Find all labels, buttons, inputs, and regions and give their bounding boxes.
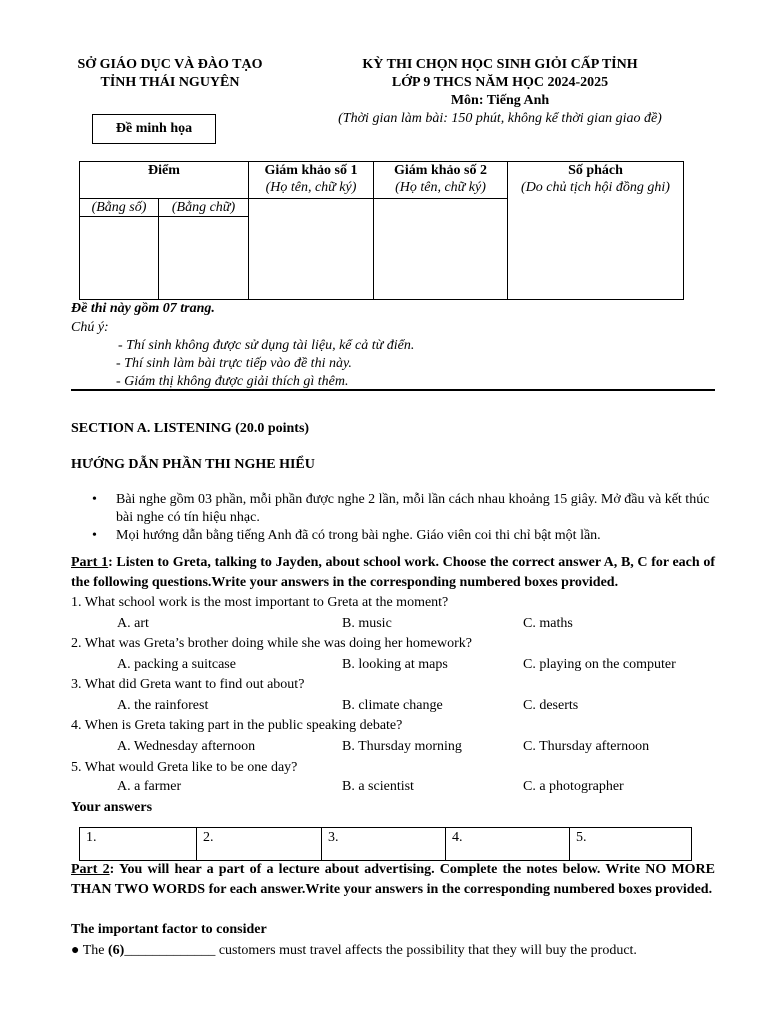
sample-exam-badge: Đề minh họa (92, 114, 216, 144)
guide-bullet: • Mọi hướng dẫn bằng tiếng Anh đã có trong bài nghe. Giáo viên coi thi chỉ bật một lần. (92, 528, 601, 543)
question-1: 1. What school work is the most important to Greta at the moment? (71, 595, 449, 610)
question-5: 5. What would Greta like to be one day? (71, 760, 298, 775)
score-in-words-cell[interactable] (159, 217, 249, 300)
q1-option-b[interactable]: B. music (342, 616, 392, 631)
examiner2-header: Giám khảo số 2 (Họ tên, chữ ký) (374, 162, 508, 199)
part2-label: Part 2 (71, 862, 110, 877)
q4-option-a[interactable]: A. Wednesday afternoon (117, 739, 256, 754)
exam-title: KỲ THI CHỌN HỌC SINH GIỎI CẤP TỈNH (362, 57, 638, 72)
bullet-dot-icon: • (92, 528, 97, 543)
part2-instruction: Part 2: You will hear a part of a lecture about advertising. Complete the notes below. Write NO MORE THAN TWO WORDS for each answer.Write your answers in the corresponding numbered boxes provided. (71, 862, 715, 897)
note-item: - Giám thị không được giải thích gì thêm. (116, 374, 349, 389)
q1-option-c[interactable]: C. maths (523, 616, 573, 631)
exam-subject: Môn: Tiếng Anh (450, 93, 550, 108)
page-count-note: Đề thi này gồm 07 trang. (71, 301, 215, 316)
blank-number: (6) (107, 943, 125, 958)
score-header: Điểm (80, 162, 249, 199)
exam-header (310, 56, 690, 128)
q5-option-a[interactable]: A. a farmer (117, 779, 182, 794)
examiner1-header: Giám khảo số 1 (Họ tên, chữ ký) (249, 162, 374, 199)
answer-box-3[interactable]: 3. (322, 828, 446, 861)
examiner2-signature-cell[interactable] (374, 199, 508, 300)
q1-option-a[interactable]: A. art (117, 616, 149, 631)
part1-label: Part 1 (71, 555, 109, 570)
answer-box-1[interactable]: 1. (80, 828, 197, 861)
note-item: - Thí sinh làm bài trực tiếp vào đề thi này. (116, 356, 352, 371)
q5-option-b[interactable]: B. a scientist (342, 779, 414, 794)
bullet-dot-icon: • (92, 492, 97, 507)
exam-duration: (Thời gian làm bài: 150 phút, không kể thời gian giao đề) (338, 111, 662, 126)
q4-option-c[interactable]: C. Thursday afternoon (523, 739, 650, 754)
bullet-dot-icon: ● (71, 943, 80, 958)
q2-option-a[interactable]: A. packing a suitcase (117, 657, 236, 672)
department-header (60, 56, 280, 92)
q2-option-c[interactable]: C. playing on the computer (523, 657, 676, 672)
examiner1-signature-cell[interactable] (249, 199, 374, 300)
listening-guide-title: HƯỚNG DẪN PHẦN THI NGHE HIỂU (71, 457, 315, 472)
divider (71, 389, 715, 391)
answer-box-4[interactable]: 4. (446, 828, 570, 861)
note-item: - Thí sinh không được sử dụng tài liệu, kể cả từ điển. (118, 338, 415, 353)
q3-option-c[interactable]: C. deserts (523, 698, 579, 713)
question-3: 3. What did Greta want to find out about? (71, 677, 305, 692)
your-answers-label: Your answers (71, 800, 153, 815)
question-2: 2. What was Greta’s brother doing while she was doing her homework? (71, 636, 472, 651)
part2-note-item: ● The (6)_____________ customers must travel affects the possibility that they will buy the product. (71, 943, 637, 958)
question-4: 4. When is Greta taking part in the public speaking debate? (71, 718, 403, 733)
score-in-numbers-label: (Bằng số) (80, 199, 159, 217)
part1-answer-boxes (79, 827, 692, 861)
score-in-words-label: (Bằng chữ) (159, 199, 249, 217)
part2-subheading: The important factor to consider (71, 922, 267, 937)
q3-option-a[interactable]: A. the rainforest (117, 698, 209, 713)
attention-label: Chú ý: (71, 320, 109, 335)
q4-option-b[interactable]: B. Thursday morning (342, 739, 462, 754)
exam-grade: LỚP 9 THCS NĂM HỌC 2024-2025 (391, 75, 609, 90)
guide-bullet: • Bài nghe gồm 03 phần, mỗi phần được nghe 2 lần, mỗi lần cách nhau khoảng 15 giây. Mở đầu và kết thúc bài nghe có tín hiệu nhạc. (92, 492, 710, 525)
score-in-numbers-cell[interactable] (80, 217, 159, 300)
q3-option-b[interactable]: B. climate change (342, 698, 443, 713)
score-table (79, 161, 684, 300)
section-a-title: SECTION A. LISTENING (20.0 points) (71, 421, 310, 436)
part1-instruction: Part 1: Listen to Greta, talking to Jayden, about school work. Choose the correct answer A, B, C for each of the following questions.Write your answers in the corresponding numbered boxes provided. (71, 555, 715, 590)
province-name: TỈNH THÁI NGUYÊN (100, 75, 240, 90)
q5-option-c[interactable]: C. a photographer (523, 779, 624, 794)
answer-box-5[interactable]: 5. (570, 828, 692, 861)
answer-box-2[interactable]: 2. (197, 828, 322, 861)
blank-6[interactable]: _____________ (124, 943, 216, 958)
department-name: SỞ GIÁO DỤC VÀ ĐÀO TẠO (77, 57, 263, 72)
code-header: Số phách (Do chủ tịch hội đồng ghi) (508, 162, 684, 300)
q2-option-b[interactable]: B. looking at maps (342, 657, 448, 672)
